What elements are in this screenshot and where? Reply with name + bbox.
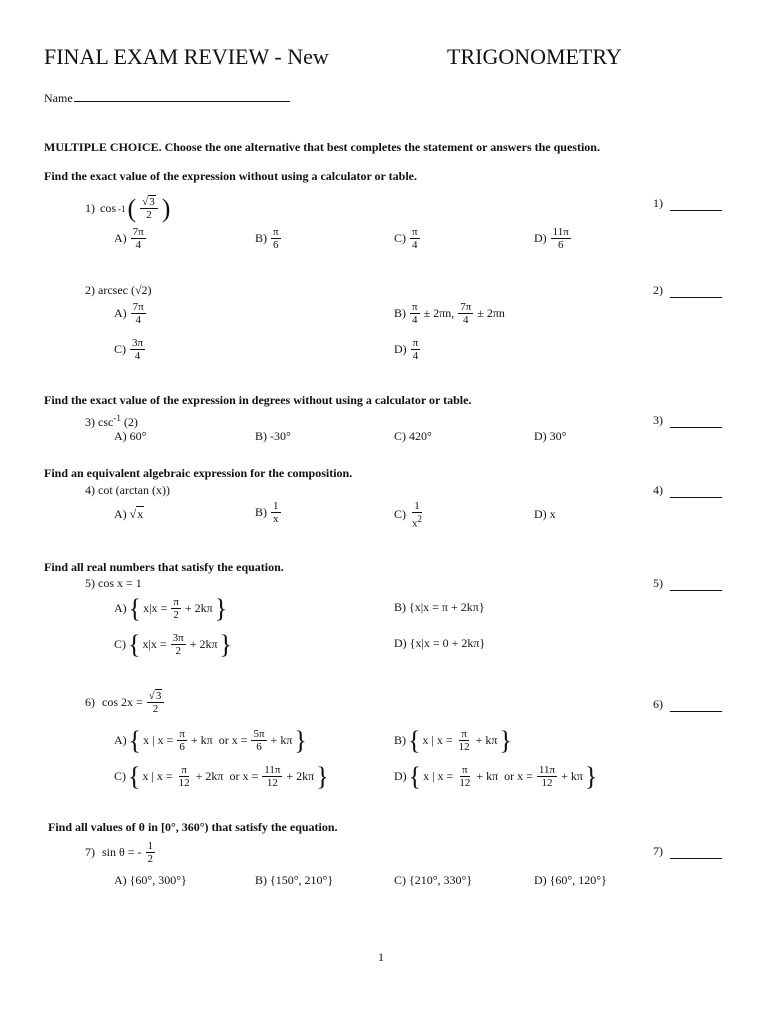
question-2: 2) arcsec (√2) [85, 283, 152, 297]
question-1: 1) cos -1 ( $\frac{√3}{2}$ ) [85, 193, 171, 223]
option-b[interactable]: B) $\frac{\pi}{4}$ ± 2πn, $\frac{7\pi}{4}$ ± 2πn [394, 301, 505, 326]
option-a[interactable]: A) $\frac{7\pi}{4}$ [114, 301, 144, 326]
option-d[interactable]: D) { x | x = $\frac{\pi}{12}$ + kπ or x = $\frac{11\pi}{12}$ + kπ } [394, 761, 598, 791]
option-a[interactable]: A) 60° [114, 429, 147, 443]
option-b[interactable]: B) -30° [255, 429, 291, 443]
answer-blank[interactable] [670, 210, 722, 211]
answer-blank[interactable] [670, 497, 722, 498]
section-instruction: Find an equivalent algebraic expression for the composition. [44, 466, 353, 480]
option-d[interactable]: D) $\frac{11\pi}{6}$ [534, 226, 569, 251]
option-d[interactable]: D) $\frac{\pi}{4}$ [394, 337, 419, 362]
multiple-choice-instructions: MULTIPLE CHOICE. Choose the one alternative that best completes the statement or answers the question. [44, 140, 600, 154]
option-c[interactable]: C) { x | x = $\frac{\pi}{12}$ + 2kπ or x = $\frac{11\pi}{12}$ + 2kπ } [114, 761, 329, 791]
option-c[interactable]: C) $\frac{3\pi}{4}$ [114, 337, 144, 362]
option-c[interactable]: C) $\frac{1}{x^2}$ [394, 500, 422, 530]
option-c[interactable]: C) { x|x = $\frac{3\pi}{2}$ + 2kπ } [114, 629, 233, 659]
section-instruction: Find the exact value of the expression without using a calculator or table. [44, 169, 417, 183]
option-b[interactable]: B) {x|x = π + 2kπ} [394, 600, 485, 614]
answer-number: 6) [653, 697, 663, 711]
answer-number: 7) [653, 844, 663, 858]
name-line[interactable] [74, 89, 290, 102]
option-b[interactable]: B) { x | x = $\frac{\pi}{12}$ + kπ } [394, 725, 512, 755]
page-number: 1 [378, 950, 384, 964]
section-instruction: Find all real numbers that satisfy the equation. [44, 560, 284, 574]
name-field[interactable] [44, 89, 290, 106]
option-d[interactable]: D) {x|x = 0 + 2kπ} [394, 636, 486, 650]
answer-blank[interactable] [670, 427, 722, 428]
answer-blank[interactable] [670, 858, 722, 859]
answer-blank[interactable] [670, 590, 722, 591]
answer-blank[interactable] [670, 711, 722, 712]
question-7: 7) sin θ = - $\frac{1}{2}$ [85, 840, 154, 865]
option-a[interactable]: A) √x [114, 507, 144, 521]
option-a[interactable]: A) { x|x = $\frac{\pi}{2}$ + 2kπ } [114, 593, 228, 623]
option-d[interactable]: D) {60°, 120°} [534, 873, 607, 887]
subject-title: TRIGONOMETRY [447, 44, 622, 69]
option-c[interactable]: C) 420° [394, 429, 432, 443]
exam-title: FINAL EXAM REVIEW - New [44, 44, 329, 69]
section-instruction: Find the exact value of the expression in degrees without using a calculator or table. [44, 393, 472, 407]
option-c[interactable]: C) {210°, 330°} [394, 873, 473, 887]
option-a[interactable]: A) $\frac{7\pi}{4}$ [114, 226, 144, 251]
option-a[interactable]: A) {60°, 300°} [114, 873, 187, 887]
question-5: 5) cos x = 1 [85, 576, 142, 590]
answer-number: 3) [653, 413, 663, 427]
question-6: 6) cos 2x = $\frac{√3}{2}$ [85, 690, 166, 715]
answer-number: 2) [653, 283, 663, 297]
option-d[interactable]: D) 30° [534, 429, 567, 443]
answer-blank[interactable] [670, 297, 722, 298]
answer-number: 4) [653, 483, 663, 497]
option-d[interactable]: D) x [534, 507, 556, 521]
option-a[interactable]: A) { x | x = $\frac{\pi}{6}$ + kπ or x = $\frac{5\pi}{6}$ + kπ } [114, 725, 307, 755]
question-3: 3) $\csc^{-1} (2)$ [85, 413, 138, 429]
answer-number: 5) [653, 576, 663, 590]
section-instruction: Find all values of θ in [0°, 360°) that satisfy the equation. [48, 820, 338, 834]
name-label: Name [44, 91, 73, 105]
option-b[interactable]: B) $\frac{1}{x}$ [255, 500, 279, 525]
option-c[interactable]: C) $\frac{\pi}{4}$ [394, 226, 418, 251]
answer-number: 1) [653, 196, 663, 210]
option-b[interactable]: B) {150°, 210°} [255, 873, 334, 887]
option-b[interactable]: B) $\frac{\pi}{6}$ [255, 226, 279, 251]
question-4: 4) cot (arctan (x)) [85, 483, 170, 497]
